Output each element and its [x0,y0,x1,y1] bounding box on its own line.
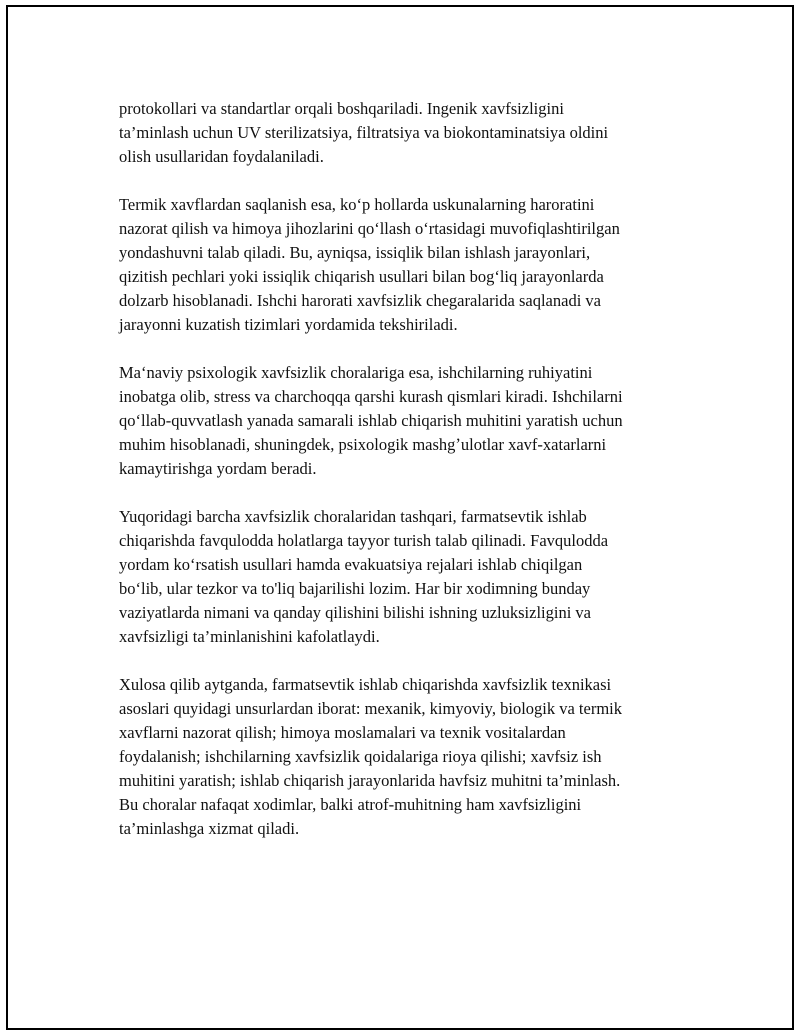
document-page [6,5,794,1030]
text-line: muhitini yaratish; ishlab chiqarish jarayonlarida havfsiz muhitni ta’minlash. [119,771,621,790]
text-line: inobatga olib, stress va charchoqqa qarshi kurash qismlari kiradi. Ishchilarni [119,387,623,406]
text-line: yordam koʻrsatish usullari hamda evakuatsiya rejalari ishlab chiqilgan [119,555,583,574]
text-line: muhim hisoblanadi, shuningdek, psixologik mashgʼulotlar xavf-xatarlarni [119,435,607,454]
text-line: asoslari quyidagi unsurlardan iborat: mexanik, kimyoviy, biologik va termik [119,699,623,718]
text-line: qizitish pechlari yoki issiqlik chiqarish usullari bilan bogʻliq jarayonlarda [119,267,604,286]
text-line: vaziyatlarda nimani va qanday qilishini bilishi ishning uzluksizligini va [119,603,591,622]
text-line: Yuqoridagi barcha xavfsizlik choralaridan tashqari, farmatsevtik ishlab [119,507,587,526]
text-line: xavflarni nazorat qilish; himoya moslamalari va texnik vositalardan [119,723,566,742]
text-line: dolzarb hisoblanadi. Ishchi harorati xavfsizlik chegaralarida saqlanadi va [119,291,601,310]
paragraph-xulosa [119,673,709,841]
text-line: ta’minlashga xizmat qiladi. [119,819,300,838]
text-line: yondashuvni talab qiladi. Bu, ayniqsa, issiqlik bilan ishlash jarayonlari, [119,243,591,262]
text-line: Maʻnaviy psixologik xavfsizlik choralariga esa, ishchilarning ruhiyatini [119,363,593,382]
text-line: nazorat qilish va himoya jihozlarini qoʻllash oʻrtasidagi muvofiqlashtirilgan [119,219,620,238]
paragraph-ingenik-xavfsizlik [119,97,709,169]
text-line: olish usullaridan foydalaniladi. [119,147,324,166]
text-line: chiqarishda favqulodda holatlarga tayyor turish talab qilinadi. Favqulodda [119,531,609,550]
text-line: Termik xavflardan saqlanish esa, koʻp hollarda uskunalarning haroratini [119,195,595,214]
paragraph-termik-xavflar [119,193,709,337]
paragraph-favqulodda-holatlar [119,505,709,649]
paragraph-psixologik-xavfsizlik [119,361,709,481]
text-line: Xulosa qilib aytganda, farmatsevtik ishlab chiqarishda xavfsizlik texnikasi [119,675,612,694]
text-line: jarayonni kuzatish tizimlari yordamida tekshiriladi. [119,315,458,334]
text-line: Bu choralar nafaqat xodimlar, balki atrof-muhitning ham xavfsizligini [119,795,582,814]
text-line: ta’minlash uchun UV sterilizatsiya, filtratsiya va biokontaminatsiya oldini [119,123,609,142]
document-body [119,97,709,865]
text-line: foydalanish; ishchilarning xavfsizlik qoidalariga rioya qilishi; xavfsiz ish [119,747,602,766]
text-line: protokollari va standartlar orqali boshqariladi. Ingenik xavfsizligini [119,99,564,118]
text-line: kamaytirishga yordam beradi. [119,459,317,478]
text-line: boʻlib, ular tezkor va to'liq bajarilishi lozim. Har bir xodimning bunday [119,579,591,598]
text-line: qoʻllab-quvvatlash yanada samarali ishlab chiqarish muhitini yaratish uchun [119,411,623,430]
text-line: xavfsizligi ta’minlanishini kafolatlaydi. [119,627,380,646]
